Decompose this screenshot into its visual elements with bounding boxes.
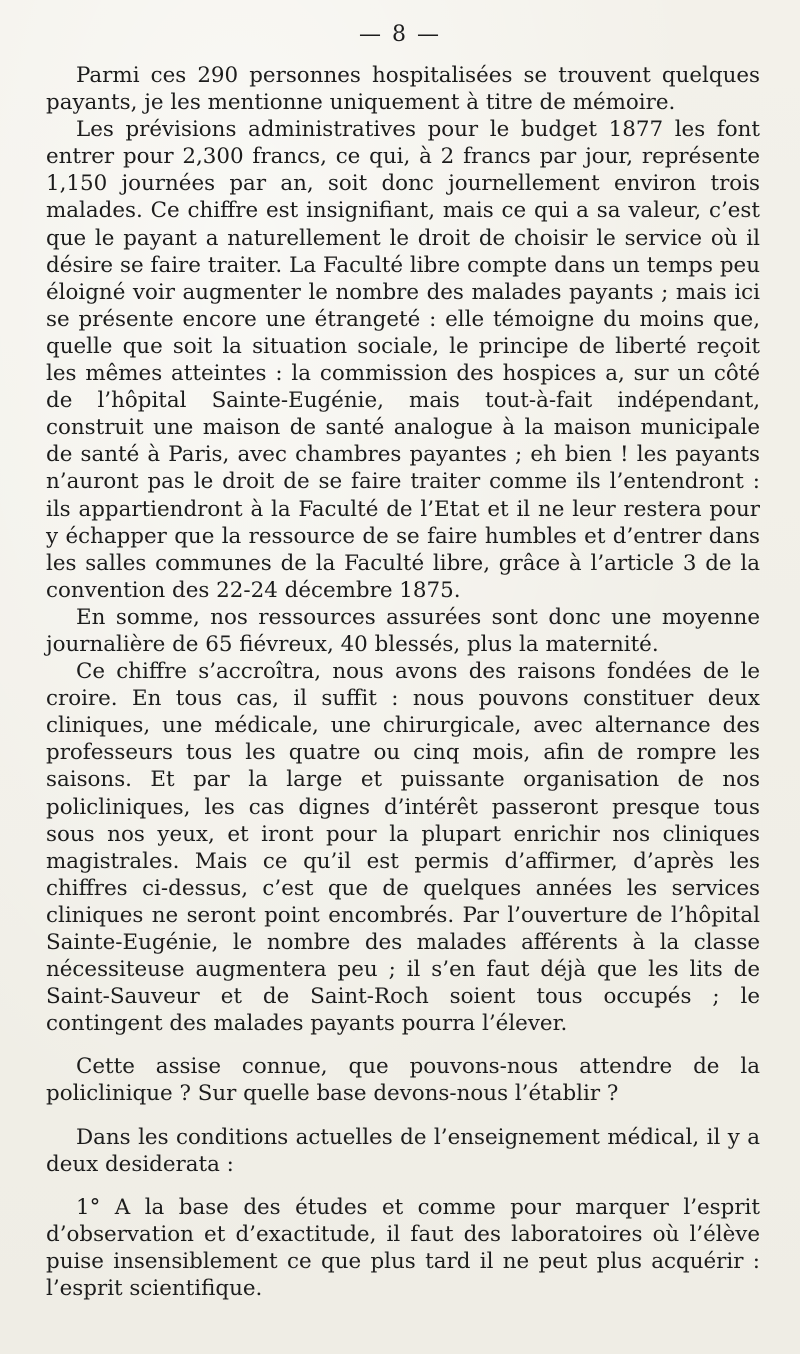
paragraph-7: 1° A la base des études et comme pour marquer l’esprit d’observation et d’exactitude, il faut des laboratoires où l’élève puise insensiblement ce que plus tard il ne peut plus acquérir : l’esprit scientifique.	[46, 1194, 760, 1302]
paragraph-2: Les prévisions administratives pour le budget 1877 les font entrer pour 2,300 francs, ce qui, à 2 francs par jour, représente 1,150 journées par an, soit donc journellement environ trois malades. Ce chiffre est insignifiant, mais ce qui a sa valeur, c’est que le payant a naturellement le droit de choisir le service où il désire se faire traiter. La Faculté libre compte dans un temps peu éloigné voir augmenter le nombre des malades payants ; mais ici se présente encore une étrangeté : elle témoigne du moins que, quelle que soit la situation sociale, le principe de liberté reçoit les mêmes atteintes : la commission des hospices a, sur un côté de l’hôpital Sainte-Eugénie, mais tout-à-fait indépendant, construit une maison de santé analogue à la maison municipale de santé à Paris, avec chambres payantes ; eh bien ! les payants n’auront pas le droit de se faire traiter comme ils l’entendront : ils appartiendront à la Faculté de l’Etat et il ne leur restera pour y échapper que la ressource de se faire humbles et d’entrer dans les salles communes de la Faculté libre, grâce à l’article 3 de la convention des 22-24 décembre 1875.	[46, 117, 760, 603]
paragraph-1: Parmi ces 290 personnes hospitalisées se trouvent quelques payants, je les mentionne uniquement à titre de mémoire.	[46, 63, 760, 116]
paragraph-6: Dans les conditions actuelles de l’enseignement médical, il y a deux desiderata :	[46, 1124, 760, 1177]
body-text	[46, 62, 760, 1302]
paragraph-4: Ce chiffre s’accroîtra, nous avons des raisons fondées de le croire. En tous cas, il suffit : nous pouvons constituer deux cliniques, une médicale, une chirurgicale, avec alternance des professeurs tous les quatre ou cinq mois, afin de rompre les saisons. Et par la large et puissante organisation de nos policliniques, les cas dignes d’intérêt passeront presque tous sous nos yeux, et iront pour la plupart enrichir nos cliniques magistrales. Mais ce qu’il est permis d’affirmer, d’après les chiffres ci-dessus, c’est que de quelques années les services cliniques ne seront point encombrés. Par l’ouverture de l’hôpital Sainte-Eugénie, le nombre des malades afférents à la classe nécessiteuse augmentera peu ; il s’en faut déjà que les lits de Saint-Sauveur et de Saint-Roch soient tous occupés ; le contingent des malades payants pourra l’élever.	[46, 659, 760, 1037]
page-number: — 8 —	[359, 22, 441, 47]
paragraph-3: En somme, nos ressources assurées sont donc une moyenne journalière de 65 fiévreux, 40 blessés, plus la maternité.	[46, 604, 760, 657]
paragraph-5: Cette assise connue, que pouvons-nous attendre de la policlinique ? Sur quelle base devons-nous l’établir ?	[46, 1054, 760, 1107]
